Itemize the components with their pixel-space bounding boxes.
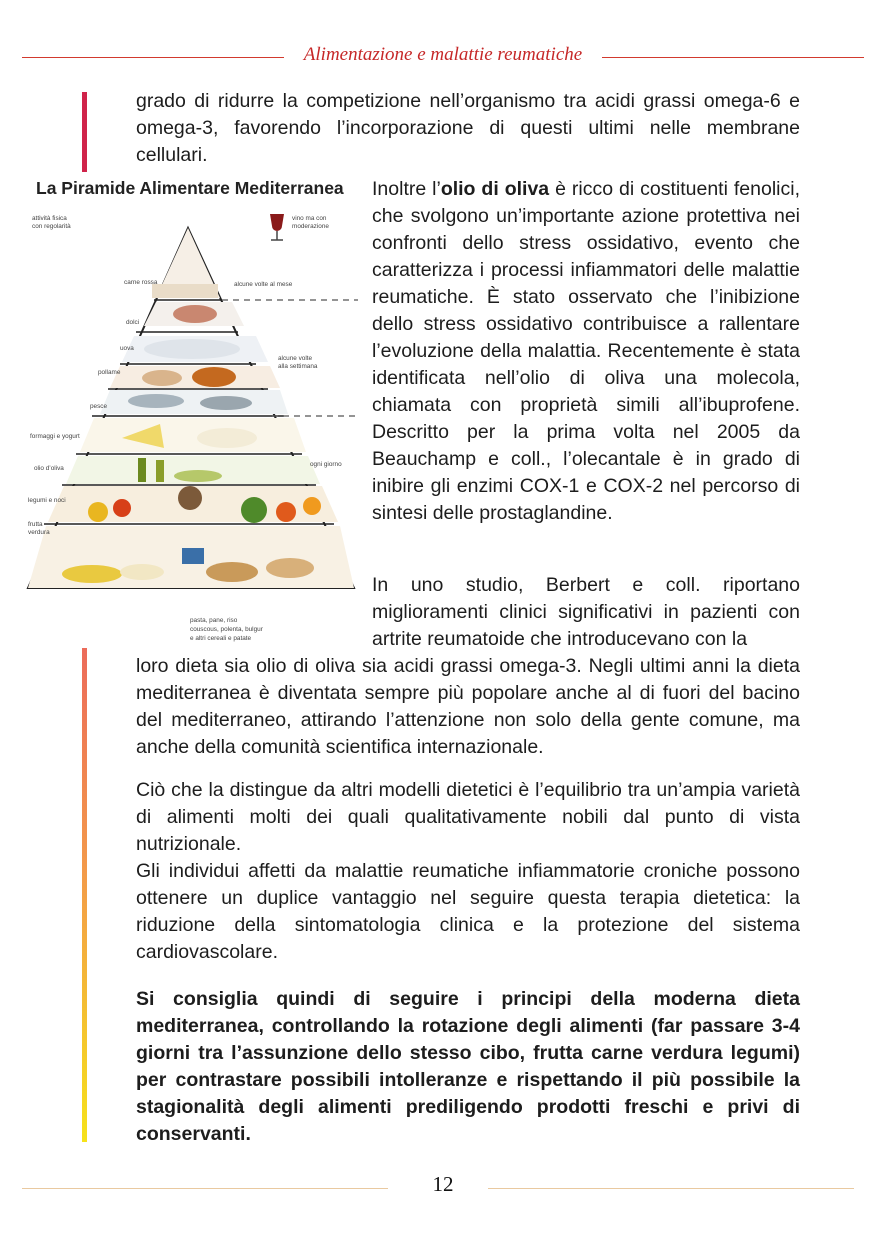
label-weekly-2: alla settimana xyxy=(278,363,318,370)
accent-bar-bottom xyxy=(82,648,87,1142)
label-fish: pesce xyxy=(90,403,108,410)
activity-label-1: attività fisica xyxy=(32,215,67,222)
advice-paragraph: Si consiglia quindi di seguire i principi della moderna dieta mediterranea, controllando la rotazione degli alimenti (far passare 3-4 giorni tra l’assunzione dello stesso cibo, frutta carne verdura legumi) per contrastare possibili intolleranze e rispettando il più possibile la stagionalità degli alimenti prediligendo prodotti freschi e privi di conservanti. xyxy=(136,988,800,1145)
label-sweets: dolci xyxy=(126,319,140,326)
label-eggs: uova xyxy=(120,345,134,352)
study-paragraph-end: loro dieta sia olio di oliva sia acidi grassi omega-3. Negli ultimi anni la dieta mediterranea è diventata sempre più popolare anche al di fuori del bacino del mediterraneo, attirando l’attenzione non solo della gente comune, ma anche della comunità scientifica internazionale. xyxy=(136,655,800,758)
olive-oil-term: olio di oliva xyxy=(440,178,550,200)
label-olive-oil: olio d’oliva xyxy=(34,465,64,472)
label-legumes: legumi e noci xyxy=(28,497,66,504)
running-header: Alimentazione e malattie reumatiche xyxy=(303,44,583,65)
olive-oil-paragraph: Inoltre l’olio di oliva è ricco di costituenti fenolici, che svolgono un’importante azione protettiva nei confronti dello stress ossidativo, evento che caratterizza i processi infiammatori delle malattie reumatiche. È stato osservato che l’inibizione dello stress ossidativo contribuisce a rallentare l’evoluzione della malattia. Recentemente è stata identificata nell’olio di oliva una molecola, chiamata con proprietà simili all’ibuprofene. Descritto per la prima volta nel 2005 da Beauchamp e coll., l’olecantale è in grado di inibire gli enzimi COX-1 e COX-2 nel percorso di sintesi delle prostaglandine. xyxy=(372,178,800,524)
label-vegetables: verdura xyxy=(28,529,50,536)
header-rule-left xyxy=(22,57,284,58)
label-monthly: alcune volte al mese xyxy=(234,281,293,288)
footer-rule-left xyxy=(22,1188,388,1189)
base-label-1: pasta, pane, riso xyxy=(190,617,238,624)
label-daily: ogni giorno xyxy=(310,461,342,468)
label-poultry: pollame xyxy=(98,369,121,376)
pyramid-title: La Piramide Alimentare Mediterranea xyxy=(36,178,344,198)
page-number: 12 xyxy=(432,1172,454,1196)
wine-label-1: vino ma con xyxy=(292,215,327,222)
wine-glass-icon xyxy=(270,214,284,231)
base-label-3: e altri cereali e patate xyxy=(190,635,252,642)
study-paragraph-start: In uno studio, Berbert e coll. riportano miglioramenti clinici significativi in pazienti con artrite reumatoide che introducevano con la xyxy=(372,574,800,650)
pyramid-illustration xyxy=(22,176,366,646)
label-cheese: formaggi e yogurt xyxy=(30,433,80,440)
label-weekly-1: alcune volte xyxy=(278,355,313,362)
header-rule-right xyxy=(602,57,864,58)
base-label-2: couscous, polenta, bulgur xyxy=(190,626,263,633)
wine-label-2: moderazione xyxy=(292,223,329,230)
balance-paragraph: Ciò che la distingue da altri modelli dietetici è l’equilibrio tra un’ampia varietà di alimenti molti dei quali qualitativamente nobili dal punto di vista nutrizionale. xyxy=(136,779,800,855)
label-fruit: frutta xyxy=(28,521,43,528)
benefit-paragraph: Gli individui affetti da malattie reumatiche infiammatorie croniche possono ottenere un duplice vantaggio nel seguire questa terapia dietetica: la riduzione della sintomatologia clinica e la protezione del sistema cardiovascolare. xyxy=(136,860,800,963)
accent-bar-top xyxy=(82,92,87,172)
activity-label-2: con regolarità xyxy=(32,223,71,230)
footer-rule-right xyxy=(488,1188,854,1189)
pyramid-figure xyxy=(22,176,366,646)
intro-paragraph: grado di ridurre la competizione nell’organismo tra acidi grassi omega-6 e omega-3, favorendo l’incorporazione di questi ultimi nelle membrane cellulari. xyxy=(136,90,800,166)
label-red-meat: carne rossa xyxy=(124,279,158,286)
